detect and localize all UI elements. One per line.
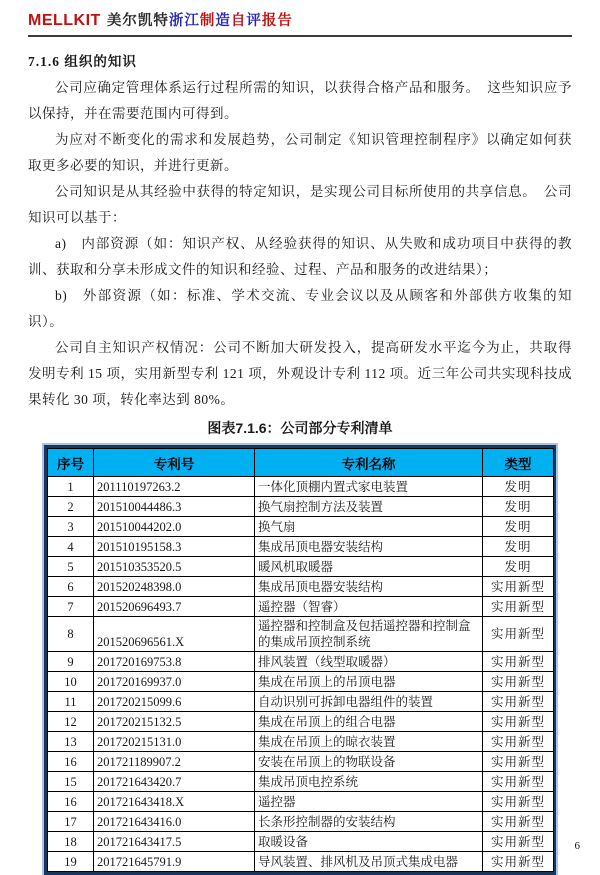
cell-patent-number: 201520696493.7 <box>94 597 255 617</box>
page-number: 6 <box>574 840 580 852</box>
paragraph: 公司知识是从其经验中获得的特定知识，是实现公司目标所使用的共享信息。 公司知识可以基于： <box>28 184 572 225</box>
table-row <box>48 597 554 617</box>
cell-patent-type: 实用新型 <box>483 712 554 732</box>
column-header-number: 专利号 <box>94 449 255 477</box>
cell-patent-type: 实用新型 <box>483 812 554 832</box>
cell-patent-number: 201720215132.5 <box>94 712 255 732</box>
cell-patent-type: 实用新型 <box>483 577 554 597</box>
paragraph: 为应对不断变化的需求和发展趋势，公司制定《知识管理控制程序》以确定如何获取更多必要的知识，并进行更新。 <box>28 132 572 173</box>
cell-patent-type: 实用新型 <box>483 772 554 792</box>
header-title-segment: 美尔凯特 <box>106 13 169 29</box>
cell-seq: 12 <box>48 712 94 732</box>
cell-patent-name: 集成吊顶电器安装结构 <box>255 537 483 557</box>
table-row <box>48 832 554 852</box>
table-row <box>48 732 554 752</box>
cell-patent-number: 201510353520.5 <box>94 557 255 577</box>
cell-patent-name: 遥控器和控制盒及包括遥控器和控制盒的集成吊顶控制系统 <box>255 617 483 652</box>
cell-seq: 9 <box>48 652 94 672</box>
cell-patent-type: 实用新型 <box>483 652 554 672</box>
cell-patent-name: 长条形控制器的安装结构 <box>255 812 483 832</box>
cell-patent-type: 实用新型 <box>483 732 554 752</box>
cell-patent-type: 实用新型 <box>483 852 554 872</box>
table-row <box>48 517 554 537</box>
cell-patent-name: 集成在吊顶上的晾衣装置 <box>255 732 483 752</box>
table-row <box>48 712 554 732</box>
cell-patent-number: 201721643418.X <box>94 792 255 812</box>
header-title-segment: 浙江 <box>168 13 200 29</box>
table-row <box>48 812 554 832</box>
table-caption: 图表7.1.6：公司部分专利清单 <box>207 420 393 436</box>
cell-patent-number: 201721643417.5 <box>94 832 255 852</box>
header-title-segment: 造 <box>215 13 231 29</box>
cell-patent-name: 暖风机取暖器 <box>255 557 483 577</box>
table-row <box>48 557 554 577</box>
cell-patent-type: 实用新型 <box>483 617 554 652</box>
cell-patent-type: 实用新型 <box>483 832 554 852</box>
paragraph-list-item-a: a) 内部资源（如：知识产权、从经验获得的知识、从失败和成功项目中获得的教训、获取和分享未形成文件的知识和经验、过程、产品和服务的改进结果）； <box>28 236 572 277</box>
table-row <box>48 577 554 597</box>
cell-seq: 17 <box>48 812 94 832</box>
cell-patent-name: 排风装置（线型取暖器） <box>255 652 483 672</box>
cell-patent-number: 201721189907.2 <box>94 752 255 772</box>
paragraph: 公司自主知识产权情况：公司不断加大研发投入，提高研发水平迄今为止，共取得发明专利 15 项，实用新型专利 121 项，外观设计专利 112 项。近三年公司共实现科技成果转化 30 项，转化率达到 80%。 <box>28 340 572 407</box>
cell-patent-number: 201721643416.0 <box>94 812 255 832</box>
table-row <box>48 617 554 652</box>
header-title-segment: 告 <box>277 13 293 29</box>
cell-seq: 3 <box>48 517 94 537</box>
cell-patent-number: 201721645791.9 <box>94 852 255 872</box>
cell-patent-name: 集成在吊顶上的组合电器 <box>255 712 483 732</box>
header-title-segment: 报 <box>261 13 278 29</box>
cell-seq: 5 <box>48 557 94 577</box>
cell-seq: 16 <box>48 792 94 812</box>
cell-patent-number: 201720215131.0 <box>94 732 255 752</box>
cell-patent-number: 201720169753.8 <box>94 652 255 672</box>
table-row <box>48 772 554 792</box>
section-heading: 7.1.6 组织的知识 <box>28 54 137 69</box>
cell-seq: 6 <box>48 577 94 597</box>
cell-patent-type: 实用新型 <box>483 597 554 617</box>
cell-patent-name: 安装在吊顶上的物联设备 <box>255 752 483 772</box>
table-row <box>48 537 554 557</box>
cell-patent-name: 一体化顶棚内置式家电装置 <box>255 477 483 497</box>
cell-seq: 13 <box>48 732 94 752</box>
brand-logo: MELLKIT <box>28 12 101 29</box>
paragraph-list-item-b: b) 外部资源（如：标准、学术交流、专业会议以及从顾客和外部供方收集的知识）。 <box>28 288 572 329</box>
cell-seq: 2 <box>48 497 94 517</box>
cell-seq: 16 <box>48 752 94 772</box>
cell-patent-number: 201510044202.0 <box>94 517 255 537</box>
cell-patent-name: 自动识别可拆卸电器组件的装置 <box>255 692 483 712</box>
table-row <box>48 692 554 712</box>
table-row <box>48 792 554 812</box>
column-header-seq: 序号 <box>48 449 94 477</box>
table-row <box>48 852 554 872</box>
cell-seq: 7 <box>48 597 94 617</box>
column-header-type: 类型 <box>483 449 554 477</box>
table-row <box>48 672 554 692</box>
cell-patent-type: 实用新型 <box>483 692 554 712</box>
cell-seq: 8 <box>48 617 94 652</box>
cell-patent-type: 实用新型 <box>483 672 554 692</box>
cell-patent-number: 201510195158.3 <box>94 537 255 557</box>
patent-table <box>47 448 554 872</box>
cell-patent-type: 发明 <box>483 497 554 517</box>
cell-patent-name: 集成吊顶电控系统 <box>255 772 483 792</box>
paragraph: 公司应确定管理体系运行过程所需的知识，以获得合格产品和服务。 这些知识应予以保持，并在需要范围内可得到。 <box>28 80 572 121</box>
cell-patent-name: 集成在吊顶上的吊顶电器 <box>255 672 483 692</box>
cell-patent-type: 发明 <box>483 477 554 497</box>
cell-patent-name: 集成吊顶电器安装结构 <box>255 577 483 597</box>
cell-patent-type: 实用新型 <box>483 752 554 772</box>
cell-patent-name: 换气扇控制方法及装置 <box>255 497 483 517</box>
patent-table-frame <box>44 445 556 875</box>
cell-patent-number: 201510044486.3 <box>94 497 255 517</box>
header-title-segment: 评 <box>246 13 262 29</box>
cell-patent-type: 实用新型 <box>483 792 554 812</box>
cell-seq: 15 <box>48 772 94 792</box>
table-row <box>48 752 554 772</box>
patent-table-body <box>48 477 554 872</box>
cell-patent-type: 发明 <box>483 517 554 537</box>
cell-seq: 1 <box>48 477 94 497</box>
cell-patent-number: 201721643420.7 <box>94 772 255 792</box>
cell-patent-number: 201520248398.0 <box>94 577 255 597</box>
report-running-header <box>28 9 572 37</box>
table-row <box>48 477 554 497</box>
table-row <box>48 652 554 672</box>
cell-patent-name: 导风装置、排风机及吊顶式集成电器 <box>255 852 483 872</box>
header-title-segments <box>107 9 293 30</box>
column-header-name: 专利名称 <box>255 449 483 477</box>
cell-seq: 19 <box>48 852 94 872</box>
cell-patent-name: 遥控器 <box>255 792 483 812</box>
cell-patent-name: 取暖设备 <box>255 832 483 852</box>
cell-seq: 11 <box>48 692 94 712</box>
cell-patent-type: 发明 <box>483 557 554 577</box>
cell-seq: 18 <box>48 832 94 852</box>
cell-patent-name: 换气扇 <box>255 517 483 537</box>
cell-patent-name: 遥控器（智睿） <box>255 597 483 617</box>
header-title-segment: 自 <box>230 13 247 29</box>
cell-patent-number: 201720169937.0 <box>94 672 255 692</box>
table-row <box>48 497 554 517</box>
cell-patent-number: 201720215099.6 <box>94 692 255 712</box>
cell-patent-type: 发明 <box>483 537 554 557</box>
table-header-row <box>48 449 554 477</box>
header-title-segment: 制 <box>199 13 216 29</box>
cell-seq: 4 <box>48 537 94 557</box>
cell-seq: 10 <box>48 672 94 692</box>
cell-patent-number: 201110197263.2 <box>94 477 255 497</box>
cell-patent-number: 201520696561.X <box>94 617 255 652</box>
